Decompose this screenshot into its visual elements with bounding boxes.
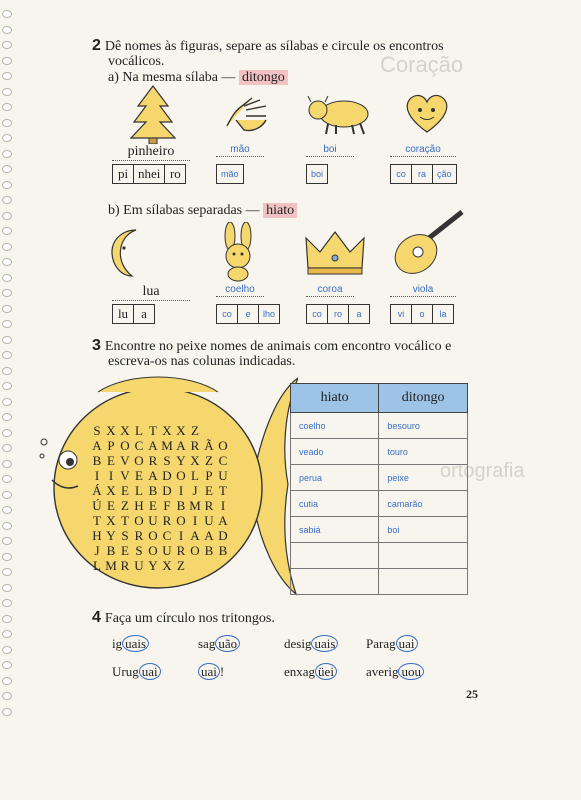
grid-letter: A <box>148 468 158 483</box>
syllable: nhei <box>134 165 165 183</box>
answer-line <box>216 296 264 297</box>
syllable-boxes <box>390 304 454 324</box>
grid-letter: R <box>134 528 144 543</box>
word-search-grid <box>90 423 230 573</box>
grid-letter: B <box>106 543 116 558</box>
binding-ring <box>2 212 12 220</box>
answer-line <box>306 296 354 297</box>
tritongo-word <box>198 636 240 652</box>
binding-ring <box>2 196 12 204</box>
grid-letter: S <box>163 453 171 468</box>
grid-row <box>90 468 230 483</box>
binding-ring <box>2 274 12 282</box>
grid-letter: X <box>106 423 116 438</box>
grid-letter: O <box>148 543 158 558</box>
ex4-instruction-text: Faça um círculo nos tritongos. <box>104 611 275 626</box>
ex2-a-text: a) Na mesma sílaba — <box>108 70 236 85</box>
ditongo-cell: camarão <box>379 491 468 517</box>
grid-letter: R <box>190 438 200 453</box>
grid-letter: L <box>93 558 101 573</box>
syllable: a <box>141 306 147 321</box>
syllable-boxes <box>216 304 280 324</box>
grid-letter: M <box>161 438 173 453</box>
binding-ring <box>2 615 12 623</box>
word-prefix: sag <box>198 636 216 651</box>
binding-ring <box>2 522 12 530</box>
binding-ring <box>2 537 12 545</box>
binding-ring <box>2 289 12 297</box>
syllable: lu <box>113 305 134 323</box>
ditongo-header: ditongo <box>379 384 468 413</box>
ox-image <box>306 94 372 136</box>
ex4-instruction <box>92 610 275 627</box>
binding-ring <box>2 475 12 483</box>
grid-letter: Ú <box>92 498 102 513</box>
syllable-boxes <box>112 304 155 324</box>
syllable: boi <box>311 169 324 179</box>
grid-letter: T <box>149 423 157 438</box>
grid-letter: A <box>148 438 158 453</box>
tritongo-circle: uai <box>198 663 220 680</box>
figure-name: mão <box>230 144 250 155</box>
crown-image <box>304 228 366 276</box>
ex2-b-tag: hiato <box>263 203 297 218</box>
syllable-boxes <box>306 164 328 184</box>
table-row <box>291 491 468 517</box>
binding-ring <box>2 72 12 80</box>
grid-letter: E <box>205 483 213 498</box>
binding-ring <box>2 165 12 173</box>
grid-letter: U <box>134 558 144 573</box>
tritongo-word <box>112 664 161 680</box>
ditongo-cell: boi <box>379 517 468 543</box>
syllable: e <box>238 305 259 323</box>
syllable: ro <box>169 166 181 181</box>
binding-ring <box>2 444 12 452</box>
binding-ring <box>2 506 12 514</box>
syllable: pi <box>113 165 134 183</box>
hiato-cell: cutia <box>291 491 379 517</box>
binding-ring <box>2 181 12 189</box>
binding-ring <box>2 382 12 390</box>
grid-letter: D <box>162 483 172 498</box>
grid-letter: E <box>107 453 115 468</box>
table-row <box>291 569 468 595</box>
binding-ring <box>2 134 12 142</box>
hiato-cell <box>291 543 379 569</box>
grid-letter: R <box>162 513 172 528</box>
grid-letter: B <box>204 543 214 558</box>
hiato-header: hiato <box>291 384 379 413</box>
answer-line <box>306 156 354 157</box>
binding-ring <box>2 41 12 49</box>
grid-row <box>90 543 230 558</box>
word-suffix: ! <box>219 664 225 679</box>
binding-ring <box>2 258 12 266</box>
grid-letter: T <box>93 513 101 528</box>
tritongo-circle: uai <box>396 635 418 652</box>
syllable-boxes <box>216 164 244 184</box>
grid-row <box>90 498 230 513</box>
binding-ring <box>2 351 12 359</box>
ditongo-cell: touro <box>379 439 468 465</box>
binding-ring <box>2 367 12 375</box>
grid-letter: S <box>135 543 143 558</box>
binding-ring <box>2 677 12 685</box>
binding-ring <box>2 630 12 638</box>
figure-name: coroa <box>317 284 343 295</box>
hiato-cell: perua <box>291 465 379 491</box>
grid-letter: Y <box>106 528 116 543</box>
table-row <box>291 543 468 569</box>
grid-letter: I <box>220 498 226 513</box>
table-row <box>291 413 468 439</box>
grid-letter: X <box>106 513 116 528</box>
spiral-binding <box>0 0 14 720</box>
grid-letter: U <box>218 468 228 483</box>
binding-ring <box>2 150 12 158</box>
ex4-number: 4 <box>92 609 101 626</box>
pine-tree-image <box>128 84 178 144</box>
ditongo-cell: peixe <box>379 465 468 491</box>
grid-row <box>90 528 230 543</box>
grid-letter: L <box>135 483 143 498</box>
grid-letter: Y <box>176 453 186 468</box>
figure-name: lua <box>142 284 160 299</box>
guitar-image <box>384 208 470 280</box>
binding-ring <box>2 398 12 406</box>
syllable: o <box>412 305 433 323</box>
syllable: mão <box>221 169 239 179</box>
ex3-instruction <box>92 338 451 355</box>
binding-ring <box>2 491 12 499</box>
binding-ring <box>2 88 12 96</box>
rabbit-image <box>216 222 260 282</box>
syllable: lho <box>263 309 276 319</box>
grid-row <box>90 558 230 573</box>
grid-row <box>90 453 230 468</box>
binding-ring <box>2 708 12 716</box>
grid-letter: R <box>148 453 158 468</box>
ex2-instruction-line1: Dê nomes às figuras, separe as sílabas e circule os encontros <box>104 39 444 54</box>
tritongo-word <box>112 636 149 652</box>
animals-table <box>290 383 468 595</box>
binding-ring <box>2 661 12 669</box>
tritongo-circle: uai <box>139 663 161 680</box>
grid-letter: O <box>134 453 144 468</box>
grid-letter: X <box>106 483 116 498</box>
binding-ring <box>2 305 12 313</box>
tritongo-word <box>198 664 224 680</box>
binding-ring <box>2 568 12 576</box>
answer-line <box>112 160 190 161</box>
syllable: ro <box>328 305 349 323</box>
grid-letter: Z <box>205 453 213 468</box>
grid-letter: H <box>92 528 102 543</box>
bleed-through-text: Coração <box>380 52 464 77</box>
ditongo-cell <box>379 569 468 595</box>
syllable: ção <box>437 169 452 179</box>
grid-letter: F <box>163 498 171 513</box>
grid-letter: X <box>162 558 172 573</box>
grid-letter: X <box>162 423 172 438</box>
grid-letter: Z <box>191 423 199 438</box>
grid-letter: D <box>218 528 228 543</box>
tritongo-circle: üei <box>315 663 337 680</box>
grid-letter: E <box>107 498 115 513</box>
grid-letter: S <box>93 423 101 438</box>
word-prefix: Parag <box>366 636 396 651</box>
grid-letter: E <box>149 498 157 513</box>
syllable: a <box>356 309 362 319</box>
grid-row <box>90 483 230 498</box>
grid-letter: B <box>148 483 158 498</box>
tritongo-circle: uou <box>398 663 424 680</box>
word-prefix: ig <box>112 636 123 651</box>
grid-letter: D <box>162 468 172 483</box>
ex3-number: 3 <box>92 337 101 354</box>
ex2-instruction <box>92 38 444 55</box>
ex2-b-label <box>108 203 297 219</box>
table-row <box>291 439 468 465</box>
binding-ring <box>2 584 12 592</box>
grid-letter: V <box>120 453 130 468</box>
syllable: co <box>391 165 412 183</box>
binding-ring <box>2 413 12 421</box>
grid-letter: O <box>176 513 186 528</box>
ex2-b-text: b) Em sílabas separadas — <box>108 203 260 218</box>
grid-letter: C <box>162 528 172 543</box>
grid-letter: A <box>176 438 186 453</box>
grid-letter: M <box>105 558 117 573</box>
grid-letter: C <box>218 453 228 468</box>
word-prefix: Urug <box>112 664 139 679</box>
grid-letter: U <box>148 513 158 528</box>
tritongo-circle: uais <box>122 635 149 652</box>
hiato-cell: sabiá <box>291 517 379 543</box>
syllable: ra <box>412 165 433 183</box>
grid-letter: S <box>121 528 129 543</box>
grid-letter: E <box>121 483 129 498</box>
grid-letter: C <box>134 438 144 453</box>
grid-row <box>90 513 230 528</box>
grid-letter: B <box>218 543 228 558</box>
tritongo-circle: uais <box>311 635 338 652</box>
grid-letter: P <box>107 438 115 453</box>
grid-letter: I <box>94 468 100 483</box>
binding-ring <box>2 320 12 328</box>
page-number: 25 <box>466 687 478 701</box>
binding-ring <box>2 119 12 127</box>
syllable: vi <box>391 305 412 323</box>
syllable-boxes <box>390 164 457 184</box>
binding-ring <box>2 57 12 65</box>
grid-letter: J <box>192 483 198 498</box>
grid-letter: Á <box>92 483 102 498</box>
figure-name: viola <box>412 284 434 295</box>
hiato-cell <box>291 569 379 595</box>
heart-image <box>402 92 452 134</box>
grid-letter: T <box>121 513 129 528</box>
grid-letter: R <box>204 498 214 513</box>
moon-image <box>110 228 150 280</box>
bleed-through-text: ortografia <box>440 460 525 482</box>
table-row <box>291 517 468 543</box>
grid-letter: U <box>204 513 214 528</box>
ex2-number: 2 <box>92 37 101 54</box>
grid-letter: O <box>176 468 186 483</box>
grid-letter: A <box>218 513 228 528</box>
grid-letter: J <box>94 543 100 558</box>
grid-letter: I <box>178 528 184 543</box>
grid-letter: L <box>135 423 143 438</box>
syllable-boxes <box>112 164 186 184</box>
grid-letter: X <box>120 423 130 438</box>
grid-letter: O <box>120 438 130 453</box>
binding-ring <box>2 243 12 251</box>
grid-letter: I <box>108 468 114 483</box>
binding-ring <box>2 10 12 18</box>
grid-letter: X <box>190 453 200 468</box>
ex2-instruction-line2: vocálicos. <box>108 54 165 69</box>
syllable: co <box>307 305 328 323</box>
ditongo-cell: besouro <box>379 413 468 439</box>
grid-row <box>90 423 230 438</box>
ex3-instruction-line1: Encontre no peixe nomes de animais com encontro vocálico e <box>104 339 452 354</box>
syllable: la <box>439 309 447 319</box>
grid-letter: R <box>120 558 130 573</box>
grid-letter: O <box>134 513 144 528</box>
binding-ring <box>2 692 12 700</box>
grid-letter: V <box>120 468 130 483</box>
grid-letter: Y <box>148 558 158 573</box>
grid-letter: Z <box>177 558 185 573</box>
grid-letter: B <box>176 498 186 513</box>
grid-letter: E <box>121 543 129 558</box>
tritongo-word <box>284 664 337 680</box>
grid-letter: O <box>190 543 200 558</box>
figure-name: boi <box>323 144 337 155</box>
binding-ring <box>2 103 12 111</box>
tritongo-circle: uão <box>215 635 240 652</box>
binding-ring <box>2 599 12 607</box>
binding-ring <box>2 646 12 654</box>
answer-line <box>390 296 456 297</box>
binding-ring <box>2 227 12 235</box>
ex3-instruction-line2: escreva-os nas colunas indicadas. <box>108 354 296 369</box>
word-prefix: averig <box>366 664 399 679</box>
hiato-cell: coelho <box>291 413 379 439</box>
figure-name: coração <box>405 144 441 155</box>
table-row <box>291 465 468 491</box>
grid-letter: Ã <box>204 438 214 453</box>
binding-ring <box>2 336 12 344</box>
tritongo-word <box>366 664 424 680</box>
answer-line <box>216 156 264 157</box>
word-prefix: desig <box>284 636 312 651</box>
grid-letter: A <box>190 528 200 543</box>
binding-ring <box>2 429 12 437</box>
grid-letter: R <box>176 543 186 558</box>
grid-letter: L <box>191 468 199 483</box>
grid-letter: A <box>92 438 102 453</box>
ditongo-cell <box>379 543 468 569</box>
binding-ring <box>2 26 12 34</box>
grid-letter: Z <box>121 498 129 513</box>
syllable-boxes <box>306 304 370 324</box>
answer-line <box>112 300 190 301</box>
grid-letter: H <box>134 498 144 513</box>
grid-letter: I <box>192 513 198 528</box>
grid-letter: O <box>218 438 228 453</box>
grid-letter: I <box>178 483 184 498</box>
grid-letter: P <box>205 468 213 483</box>
tritongo-word <box>284 636 338 652</box>
grid-letter: A <box>204 528 214 543</box>
ex2-a-tag: ditongo <box>239 70 288 85</box>
word-prefix: enxag <box>284 664 316 679</box>
grid-letter: T <box>219 483 227 498</box>
figure-name: pinheiro <box>127 144 175 159</box>
grid-letter: B <box>92 453 102 468</box>
binding-ring <box>2 460 12 468</box>
grid-letter: U <box>162 543 172 558</box>
binding-ring <box>2 553 12 561</box>
tritongo-word <box>366 636 418 652</box>
hand-image <box>222 96 272 136</box>
grid-letter: O <box>148 528 158 543</box>
grid-row <box>90 438 230 453</box>
grid-letter: M <box>189 498 201 513</box>
grid-letter: E <box>135 468 143 483</box>
hiato-cell: veado <box>291 439 379 465</box>
syllable: co <box>217 305 238 323</box>
answer-line <box>390 156 456 157</box>
grid-letter: X <box>176 423 186 438</box>
figure-name: coelho <box>225 284 255 295</box>
